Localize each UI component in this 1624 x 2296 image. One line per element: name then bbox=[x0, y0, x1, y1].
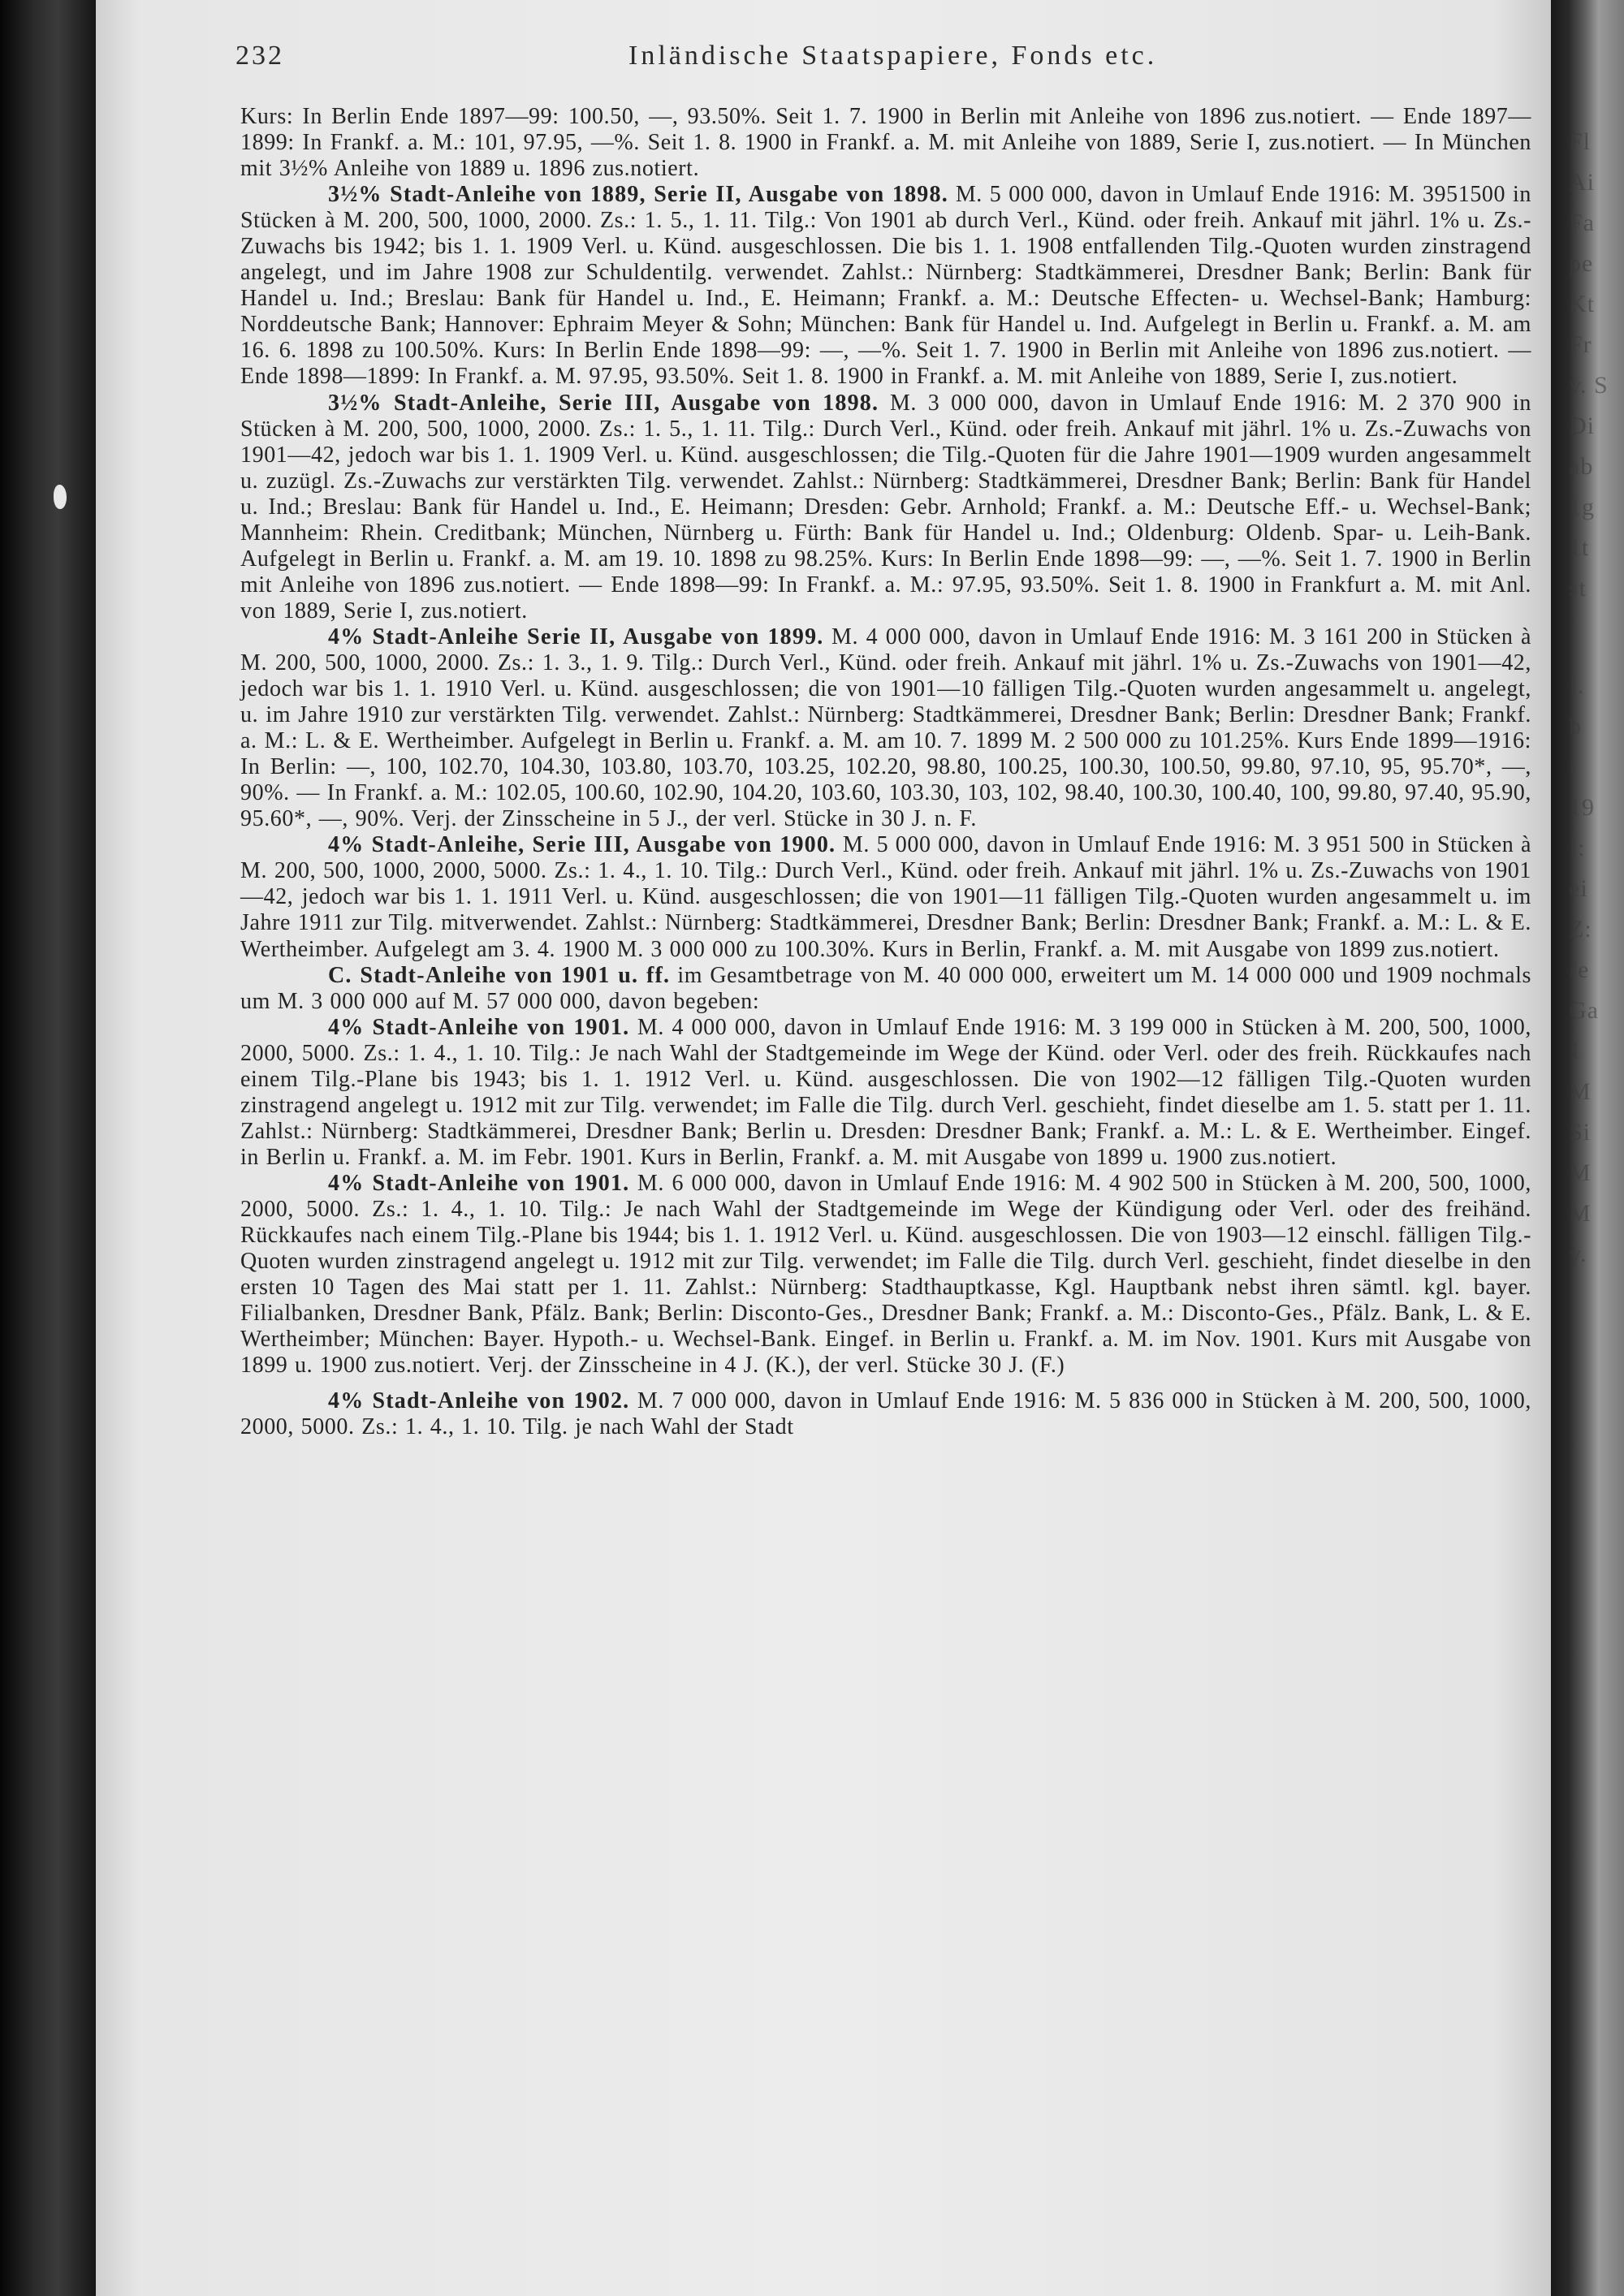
paragraph-heading: 4% Stadt-Anleihe von 1901. bbox=[328, 1014, 630, 1040]
paragraph-heading: 4% Stadt-Anleihe von 1901. bbox=[328, 1170, 630, 1196]
paragraph-body: M. 6 000 000, davon in Umlauf Ende 1916: M. 4 902 500 in Stücken à M. 200, 500, 1000, 2000, 5000. Zs.: 1. 4., 1. 10. Tilg.: Je nach Wahl der Stadtgemeinde im Wege der Kündigung oder Verl. oder des freihänd. Rückkaufes nach einem Tilg.-Plane bis 1944; bis 1. 1. 1912 Verl. u. Künd. ausgeschlossen. Die von 1903—12 einschl. fälligen Tilg.-Quoten wurden zinstragend angelegt u. 1912 mit zur Tilg. verwendet; im Falle die Tilg. durch Verl. geschieht, findet dieselbe in den ersten 10 Tagen des Mai statt per 1. 11. Zahlst.: Nürnberg: Stadthauptkasse, Kgl. Hauptbank nebst ihren sämtl. kgl. bayer. Filialbanken, Dresdner Bank, Pfälz. Bank; Berlin: Disconto-Ges., Dresdner Bank; Frankf. a. M.: Disconto-Ges., Pfälz. Bank, L. & E. Wertheimber; München: Bayer. Hypoth.- u. Wechsel-Bank. Eingef. in Berlin u. Frankf. a. M. im Nov. 1901. Kurs mit Ausgabe von 1899 u. 1900 zus.notiert. Verj. der Zinsscheine in 4 J. (K.), der verl. Stücke 30 J. (F.) bbox=[240, 1170, 1531, 1379]
paragraph-anleihe-1898-serie-2 bbox=[240, 182, 1531, 390]
paragraph-body: M. 7 000 000, davon in Umlauf Ende 1916: M. 5 836 000 in Stücken à M. 200, 500, 1000, 2000, 5000. Zs.: 1. 4., 1. 10. Tilg. je nach Wahl der Stadt bbox=[240, 1388, 1531, 1440]
running-title: Inländische Staatspapiere, Fonds etc. bbox=[628, 41, 1158, 71]
paragraph-body: M. 5 000 000, davon in Umlauf Ende 1916: M. 3951500 in Stücken à M. 200, 500, 1000, 2000. Zs.: 1. 5., 1. 11. Tilg.: Von 1901 ab durch Verl., Künd. oder freih. Ankauf mit jährl. 1% u. Zs.-Zuwachs bis 1942; bis 1. 1. 1909 Verl. u. Künd. ausgeschlossen. Die bis 1. 1. 1908 entfallenden Tilg.-Quoten wurden zinstragend angelegt, und im Jahre 1908 zur Schuldentilg. verwendet. Zahlst.: Nürnberg: Stadtkämmerei, Dresdner Bank; Berlin: Bank für Handel u. Ind.; Breslau: Bank für Handel u. Ind., E. Heimann; Frankf. a. M.: Deutsche Effecten- u. Wechsel-Bank; Hamburg: Norddeutsche Bank; Hannover: Ephraim Meyer & Sohn; München: Bank für Handel u. Ind. Aufgelegt in Berlin u. Frankf. a. M. am 16. 6. 1898 zu 100.50%. Kurs: In Berlin Ende 1898—99: —, —%. Seit 1. 7. 1900 in Berlin mit Anleihe von 1896 zus.notiert. — Ende 1898—1899: In Frankf. a. M. 97.95, 93.50%. Seit 1. 8. 1900 in Frankf. a. M. mit Anleihe von 1889, Serie I, zus.notiert. bbox=[240, 182, 1531, 390]
facing-page-bleed: I. b i 19 I: ei Z: re Ga 1 M Si M M v. bbox=[1569, 672, 1599, 1267]
paragraph-anleihe-1901-b bbox=[240, 1171, 1531, 1379]
paragraph-body: M. 4 000 000, davon in Umlauf Ende 1916: M. 3 161 200 in Stücken à M. 200, 500, 1000, 2000. Zs.: 1. 3., 1. 9. Tilg.: Durch Verl., Künd. oder freih. Ankauf mit jährl. 1% u. Zs.-Zuwachs von 1901—42, jedoch war bis 1. 1. 1910 Verl. u. Künd. ausgeschlossen; die von 1901—10 fälligen Tilg.-Quoten wurden angesammelt u. angelegt, u. im Jahre 1910 zur verstärkten Tilg. verwendet. Zahlst.: Nürnberg: Stadtkämmerei, Dresdner Bank; Berlin: Dresdner Bank; Frankf. a. M.: L. & E. Wertheimber. Aufgelegt in Berlin u. Frankf. a. M. am 10. 7. 1899 M. 2 500 000 zu 101.25%. Kurs Ende 1899—1916: In Berlin: —, 100, 102.70, 104.30, 103.80, 103.70, 103.25, 102.20, 98.80, 100.25, 100.30, 100.50, 99.80, 97.10, 95, 95.70*, —, 90%. — In Frankf. a. M.: 102.05, 100.60, 102.90, 104.20, 103.60, 103.30, 103, 102, 98.40, 100.30, 100.40, 100, 99.80, 97.40, 95.90, 95.60*, —, 90%. Verj. der Zinsscheine in 5 J., der verl. Stücke in 30 J. n. F. bbox=[240, 624, 1531, 832]
paragraph-body: M. 5 000 000, davon in Umlauf Ende 1916: M. 3 951 500 in Stücken à M. 200, 500, 1000, 2000, 5000. Zs.: 1. 4., 1. 10. Tilg.: Durch Verl., Künd. oder freih. Ankauf mit jährl. 1% u. Zs.-Zuwachs von 1901—42, jedoch war bis 1. 1. 1911 Verl. u. Künd. ausgeschlossen; die von 1901—11 fälligen Tilg.-Quoten wurden angesammelt u. im Jahre 1911 zur Tilg. mitverwendet. Zahlst.: Nürnberg: Stadtkämmerei, Dresdner Bank; Berlin: Dresdner Bank; Frankf. a. M.: L. & E. Wertheimber. Aufgelegt am 3. 4. 1900 M. 3 000 000 zu 100.30%. Kurs in Berlin, Frankf. a. M. mit Ausgabe von 1899 zus.notiert. bbox=[240, 832, 1531, 962]
paragraph-heading: 4% Stadt-Anleihe, Serie III, Ausgabe von 1900. bbox=[328, 832, 836, 858]
paragraph-anleihe-1899 bbox=[240, 624, 1531, 832]
paragraph-body: im Gesamtbetrage von M. 40 000 000, erweitert um M. 14 000 000 und 1909 nochmals um M. 3 000 000 auf M. 57 000 000, davon begeben: bbox=[240, 962, 1531, 1014]
binding-spot bbox=[54, 485, 67, 509]
paragraph-body: Kurs: In Berlin Ende 1897—99: 100.50, —, 93.50%. Seit 1. 7. 1900 in Berlin mit Anleihe von 1896 zus.notiert. — Ende 1897—1899: In Frankf. a. M.: 101, 97.95, —%. Seit 1. 8. 1900 in Frankf. a. M. mit Anleihe von 1889, Serie I, zus.notiert. — In München mit 3½% Anleihe von 1889 u. 1896 zus.notiert. bbox=[240, 104, 1531, 182]
page-number: 232 bbox=[235, 41, 284, 71]
paragraph-section-c bbox=[240, 963, 1531, 1015]
paragraph-anleihe-1900 bbox=[240, 832, 1531, 962]
facing-page-bleed: Fl Ai Fa pe Kt Fr v. S Di ab 1g 1t st bbox=[1569, 128, 1609, 602]
paragraph-anleihe-1902 bbox=[240, 1388, 1531, 1440]
paragraph-body: M. 4 000 000, davon in Umlauf Ende 1916: M. 3 199 000 in Stücken à M. 200, 500, 1000, 2000, 5000. Zs.: 1. 4., 1. 10. Tilg.: Je nach Wahl der Stadtgemeinde im Wege der Künd. oder Verl. oder des freih. Rückkaufes nach einem Tilg.-Plane bis 1943; bis 1. 1. 1912 Verl. u. Künd. ausgeschlossen. Die von 1902—12 fälligen Tilg.-Quoten wurden zinstragend angelegt u. 1912 mit zur Tilg. verwendet; im Falle die Tilg. durch Verl. geschieht, findet dieselbe am 1. 5. statt per 1. 11. Zahlst.: Nürnberg: Stadtkämmerei, Dresdner Bank; Berlin u. Dresden: Dresdner Bank; Frankf. a. M.: L. & E. Wertheimber. Eingef. in Berlin u. Frankf. a. M. im Febr. 1901. Kurs in Berlin, Frankf. a. M. mit Ausgabe von 1899 u. 1900 zus.notiert. bbox=[240, 1014, 1531, 1170]
facing-page-edge bbox=[1551, 0, 1624, 2296]
book-binding-shadow bbox=[0, 0, 96, 2296]
paragraph-anleihe-1901-a bbox=[240, 1015, 1531, 1171]
page-header bbox=[235, 41, 1518, 89]
paragraph-kurs-continuation bbox=[240, 104, 1531, 182]
paragraph-heading: C. Stadt-Anleihe von 1901 u. ff. bbox=[328, 962, 671, 988]
paragraph-heading: 4% Stadt-Anleihe von 1902. bbox=[328, 1388, 630, 1414]
paragraph-anleihe-1898-serie-3 bbox=[240, 391, 1531, 624]
paragraph-heading: 4% Stadt-Anleihe Serie II, Ausgabe von 1899. bbox=[328, 624, 824, 650]
paragraph-heading: 3½% Stadt-Anleihe, Serie III, Ausgabe von 1898. bbox=[328, 390, 879, 416]
page-body bbox=[240, 104, 1531, 1440]
paragraph-body: M. 3 000 000, davon in Umlauf Ende 1916: M. 2 370 900 in Stücken à M. 200, 500, 1000, 2000. Zs.: 1. 5., 1. 11. Tilg.: Durch Verl., Künd. oder freih. Ankauf mit jährl. 1% u. Zs.-Zuwachs von 1901—42, jedoch war bis 1. 1. 1909 Verl. u. Künd. ausgeschlossen; die Tilg.-Quoten für die Jahre 1901—1909 wurden angesammelt u. zuzügl. Zs.-Zuwachs zur verstärkten Tilg. verwendet. Zahlst.: Nürnberg: Stadtkämmerei, Dresdner Bank; Berlin: Bank für Handel u. Ind.; Breslau: Bank für Handel u. Ind., E. Heimann; Dresden: Gebr. Arnhold; Frankf. a. M.: Deutsche Eff.- u. Wechsel-Bank; Mannheim: Rhein. Creditbank; München, Nürnberg u. Fürth: Bank für Handel u. Ind.; Oldenburg: Oldenb. Spar- u. Leih-Bank. Aufgelegt in Berlin u. Frankf. a. M. am 19. 10. 1898 zu 98.25%. Kurs: In Berlin Ende 1898—99: —, —%. Seit 1. 7. 1900 in Berlin mit Anleihe von 1896 zus.notiert. — Ende 1898—99: In Frankf. a. M.: 97.95, 93.50%. Seit 1. 8. 1900 in Frankfurt a. M. mit Anl. von 1889, Serie I, zus.notiert. bbox=[240, 390, 1531, 624]
paragraph-heading: 3½% Stadt-Anleihe von 1889, Serie II, Ausgabe von 1898. bbox=[328, 182, 948, 208]
